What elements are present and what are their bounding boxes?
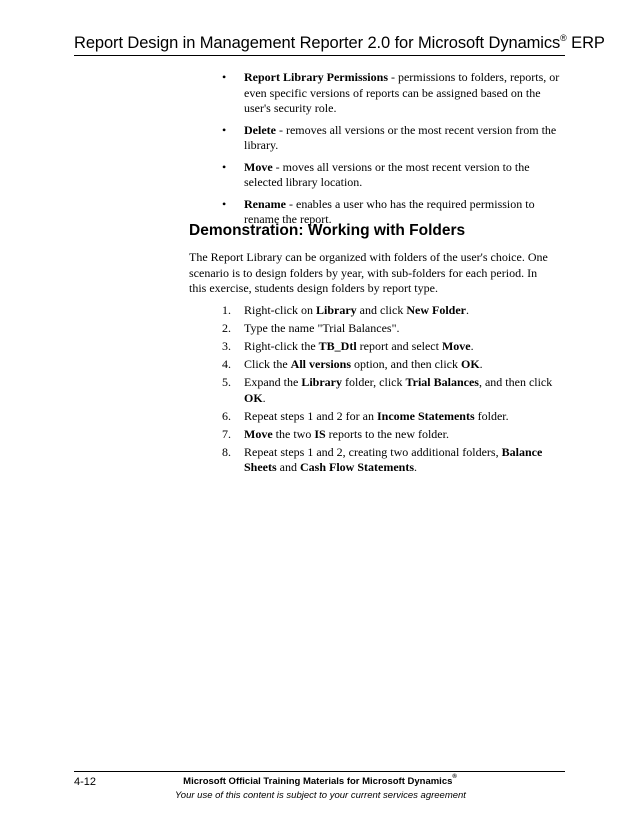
step-number: 4. [222,357,231,371]
step-emphasis: Trial Balances [405,375,479,389]
header-rule [74,55,565,56]
footer-title-text: Microsoft Official Training Materials for Microsoft Dynamics [183,776,453,787]
bullet-icon: • [222,70,227,84]
step-item [222,303,567,319]
footer-notice: Your use of this content is subject to your current services agreement [175,790,466,801]
section-heading: Demonstration: Working with Folders [189,222,466,239]
step-number: 1. [222,303,231,317]
step-text: . [479,357,483,371]
bullet-icon: • [222,159,227,174]
step-item [222,409,567,425]
footer-title [175,776,465,787]
step-emphasis: New Folder [406,303,466,317]
step-emphasis: All versions [290,357,352,371]
step-text: Repeat steps 1 and 2 for an [244,408,377,423]
step-emphasis: Balance Sheets [244,444,543,474]
step-emphasis: Income Statements [376,408,475,423]
step-emphasis: Move [244,426,273,441]
step-emphasis: Library [316,303,357,317]
step-number: 5. [222,375,231,389]
bullet-item [222,70,567,117]
step-text: . [262,390,266,405]
step-emphasis: Cash Flow Statements [300,460,414,474]
bullet-text: - permissions to folders, reports, or even specific versions of reports can be assigned based on the user's security role. [244,70,560,115]
step-text: option, and then click [351,357,461,371]
step-text: folder, click [342,375,406,389]
footer-rule [74,771,565,772]
step-text: and click [356,303,407,317]
step-item [222,339,567,355]
step-text: Type the name "Trial Balances". [244,321,400,335]
demonstration-steps [222,303,567,478]
bullet-text: - moves all versions or the most recent version to the selected library location. [244,159,530,189]
step-text: Repeat steps 1 and 2, creating two additional folders, [244,444,502,459]
step-number: 2. [222,321,231,335]
header-title: Report Design in Management Reporter 2.0 for Microsoft Dynamics [74,34,561,52]
step-item [222,357,567,373]
step-number: 8. [222,444,231,459]
step-item [222,375,567,406]
step-text: Right-click on [244,303,316,317]
step-text: . [465,303,469,317]
feature-bullet-list [222,70,567,234]
step-text: Expand the [244,375,302,389]
step-text: reports to the new folder. [325,426,449,441]
step-text: and [276,460,300,474]
bullet-text: - removes all versions or the most recent version from the library. [244,122,557,152]
step-text: folder. [474,408,509,423]
bullet-item [222,123,567,154]
bullet-term: Report Library Permissions [244,70,388,84]
step-number: 3. [222,339,231,353]
step-emphasis: Move [441,339,471,353]
bullet-term: Rename [244,196,286,211]
step-text: Right-click the [244,339,319,353]
bullet-text: - enables a user who has the required permission to rename the report. [244,196,535,226]
step-emphasis: TB_Dtl [318,339,357,353]
section-intro: The Report Library can be organized with folders of the user's choice. One scenario is to design folders by year, with sub-folders for each period. In this exercise, students design folders by report type. [189,250,548,295]
step-item [222,445,567,476]
bullet-icon: • [222,196,227,211]
step-emphasis: IS [314,426,326,441]
page-header [74,33,605,53]
step-emphasis: Library [301,375,342,389]
step-number: 6. [222,408,231,423]
step-text: report and select [356,339,442,353]
step-text: , and then click [478,375,553,389]
bullet-icon: • [222,122,227,137]
registered-mark: ® [560,33,567,43]
step-text: . [470,339,474,353]
bullet-item [222,160,567,191]
step-emphasis: OK [244,390,263,405]
header-title-suffix: ERP [566,34,605,52]
step-item [222,321,567,337]
bullet-term: Move [244,159,273,174]
page-number: 4-12 [74,776,97,788]
footer-registered-mark: ® [452,774,457,780]
step-text: . [414,460,417,474]
step-text: the two [272,426,315,441]
step-emphasis: OK [461,357,480,371]
step-item [222,427,567,443]
step-text: Click the [244,357,291,371]
step-number: 7. [222,426,231,441]
bullet-term: Delete [244,122,276,137]
